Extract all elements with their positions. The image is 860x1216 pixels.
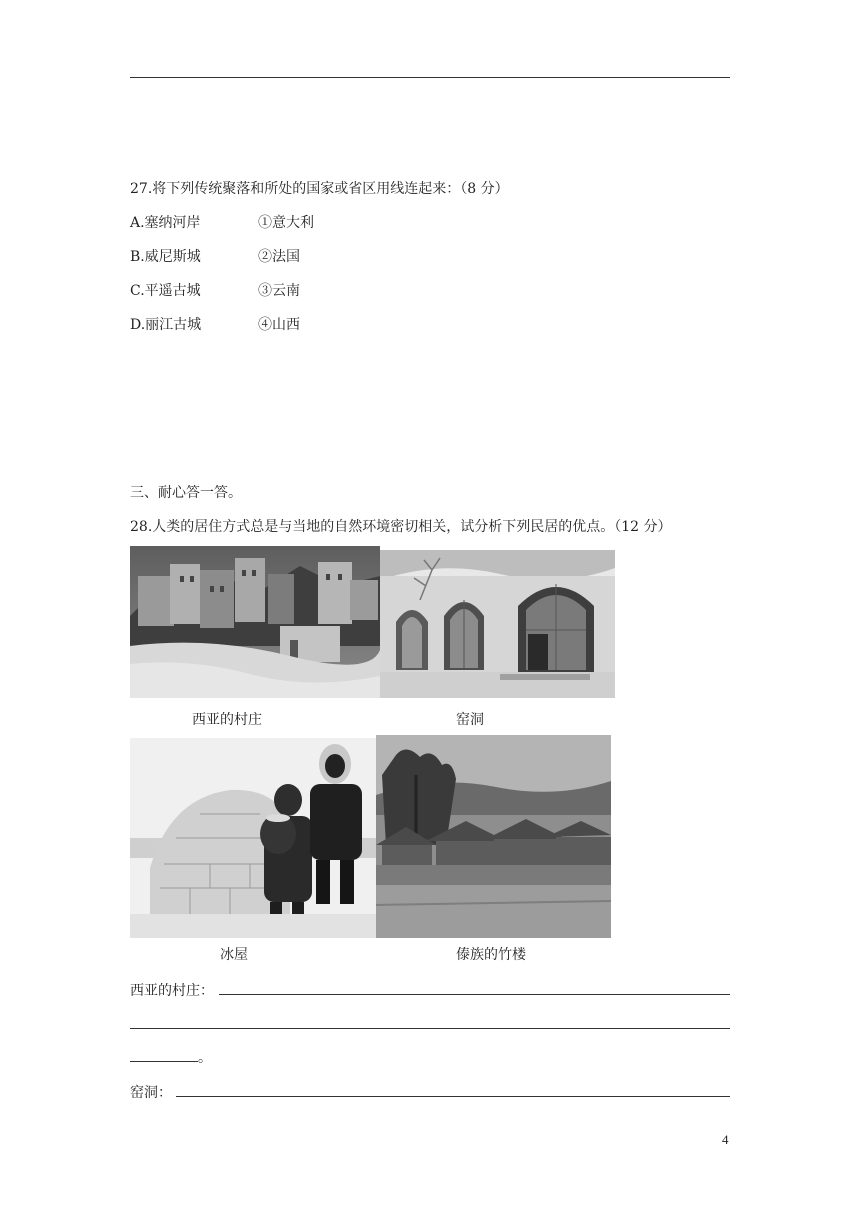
answer-west-asia-label: 西亚的村庄： <box>130 983 214 999</box>
page-number: 4 <box>722 1132 729 1147</box>
answer-west-asia-line-3[interactable] <box>130 1061 198 1062</box>
caption-dai: 傣族的竹楼 <box>456 947 526 963</box>
west-asia-village-photo <box>130 546 380 698</box>
q27-prompt: 27.将下列传统聚落和所处的国家或省区用线连起来：（8 分） <box>130 181 509 197</box>
answer-west-asia-line-1[interactable] <box>219 994 730 995</box>
q28-prompt: 28.人类的居住方式总是与当地的自然环境密切相关，试分析下列民居的优点。（12 分） <box>130 519 672 535</box>
header-rule <box>130 77 730 78</box>
q27-left-a: A.塞纳河岸 <box>130 215 201 231</box>
q27-left-d: D.丽江古城 <box>130 317 202 333</box>
caption-cave: 窑洞 <box>456 712 484 728</box>
section-3-title: 三、耐心答一答。 <box>130 485 242 501</box>
q27-right-2: ②法国 <box>258 249 300 265</box>
caption-igloo: 冰屋 <box>220 947 248 963</box>
igloo-photo <box>130 738 376 938</box>
q27-left-b: B.威尼斯城 <box>130 249 201 265</box>
q27-right-3: ③云南 <box>258 283 300 299</box>
q27-right-4: ④山西 <box>258 317 300 333</box>
answer-end-mark: 。 <box>198 1050 212 1066</box>
answer-cave-label: 窑洞： <box>130 1085 172 1101</box>
cave-dwelling-photo <box>380 550 615 698</box>
answer-cave-line-1[interactable] <box>176 1096 730 1097</box>
q27-left-c: C.平遥古城 <box>130 283 201 299</box>
dai-bamboo-house-photo <box>376 735 611 938</box>
caption-west-asia: 西亚的村庄 <box>192 712 262 728</box>
q27-right-1: ①意大利 <box>258 215 314 231</box>
answer-west-asia-line-2[interactable] <box>130 1028 730 1029</box>
